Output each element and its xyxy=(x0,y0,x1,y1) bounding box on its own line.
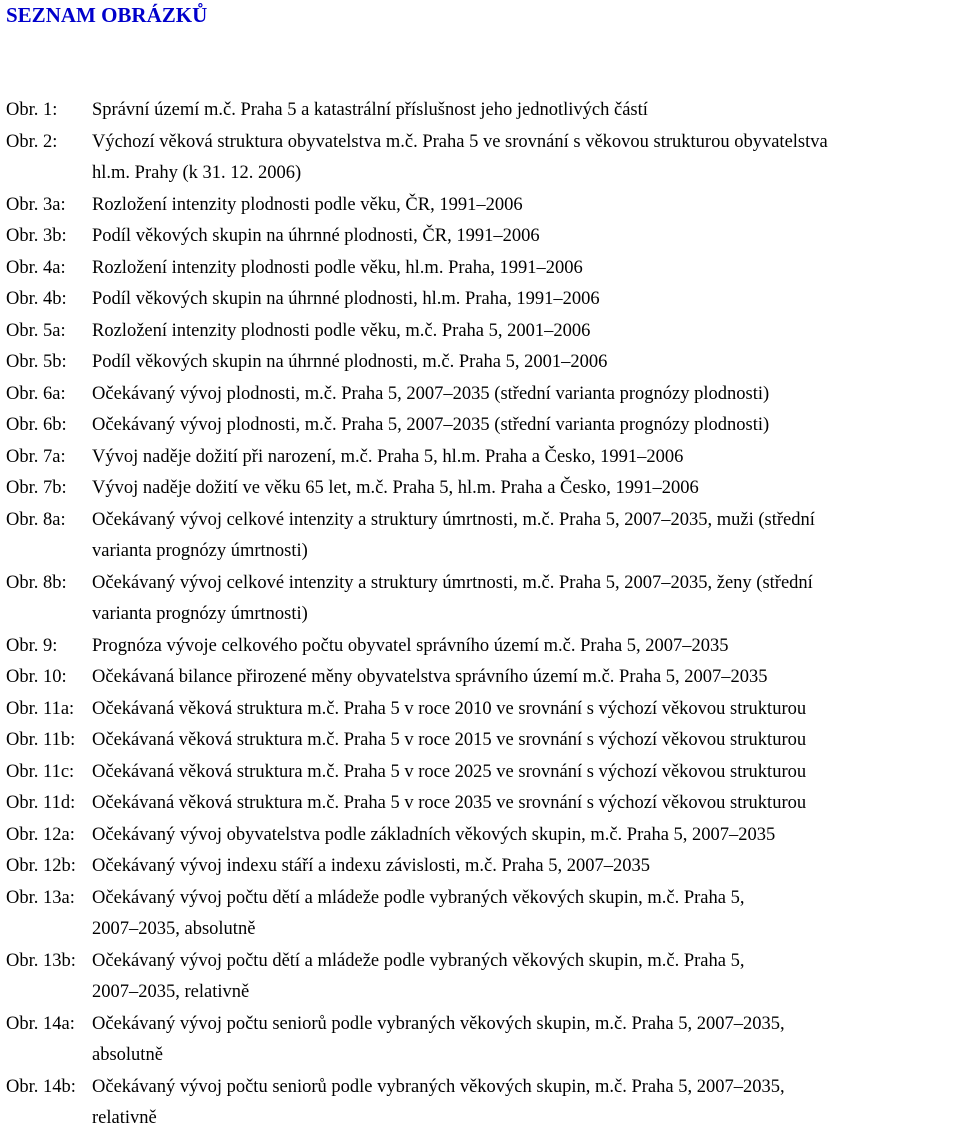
figure-caption-line: varianta prognózy úmrtnosti) xyxy=(92,541,308,561)
figure-entry xyxy=(6,505,956,568)
figure-number: Obr. 3a: xyxy=(6,194,66,215)
figure-entry xyxy=(6,95,956,127)
figure-number: Obr. 11b: xyxy=(6,730,76,750)
figure-caption-line: Očekávaný vývoj počtu dětí a mládeže podle vybraných věkových skupin, m.č. Praha 5, xyxy=(92,887,745,908)
figure-entry xyxy=(6,316,956,348)
figure-number: Obr. 12a: xyxy=(6,824,75,845)
figure-entry xyxy=(6,253,956,285)
figure-entry xyxy=(6,820,956,852)
figure-caption-line: relativně xyxy=(92,1108,157,1128)
figure-number: Obr. 11a: xyxy=(6,698,75,719)
figure-caption-line: Očekávaný vývoj plodnosti, m.č. Praha 5, 2007–2035 (střední varianta prognózy plodnosti) xyxy=(92,383,770,404)
figure-entry xyxy=(6,410,956,442)
figure-entry xyxy=(6,347,956,379)
figure-caption-line: Rozložení intenzity plodnosti podle věku, hl.m. Praha, 1991–2006 xyxy=(92,257,583,278)
figure-entry xyxy=(6,127,956,190)
figure-caption-line: 2007–2035, absolutně xyxy=(92,919,256,939)
figure-number: Obr. 13b: xyxy=(6,950,76,971)
figure-number: Obr. 2: xyxy=(6,131,58,152)
figure-caption-line: Očekávaný vývoj obyvatelstva podle základních věkových skupin, m.č. Praha 5, 2007–2035 xyxy=(92,824,776,845)
figure-caption-line: Očekávaný vývoj počtu dětí a mládeže podle vybraných věkových skupin, m.č. Praha 5, xyxy=(92,950,745,971)
figure-entry xyxy=(6,631,956,663)
figure-caption-line: absolutně xyxy=(92,1045,163,1065)
figure-entry xyxy=(6,662,956,694)
figure-caption-line: Rozložení intenzity plodnosti podle věku, m.č. Praha 5, 2001–2006 xyxy=(92,320,591,341)
figure-entry xyxy=(6,473,956,505)
figure-number: Obr. 13a: xyxy=(6,887,75,908)
figure-number: Obr. 10: xyxy=(6,667,67,687)
figure-number: Obr. 9: xyxy=(6,635,58,656)
figure-caption-line: Podíl věkových skupin na úhrnné plodnosti, hl.m. Praha, 1991–2006 xyxy=(92,289,600,309)
figure-number: Obr. 3b: xyxy=(6,226,67,246)
figure-caption-line: Očekávaná bilance přirozené měny obyvatelstva správního území m.č. Praha 5, 2007–2035 xyxy=(92,667,768,687)
figure-entry xyxy=(6,1072,956,1135)
figure-caption-line: Vývoj naděje dožití ve věku 65 let, m.č. Praha 5, hl.m. Praha a Česko, 1991–2006 xyxy=(92,478,699,498)
figure-caption-line: hl.m. Prahy (k 31. 12. 2006) xyxy=(92,163,302,183)
figure-caption-line: Očekávaná věková struktura m.č. Praha 5 v roce 2015 ve srovnání s výchozí věkovou strukturou xyxy=(92,730,807,750)
figure-caption-line: Očekávaný vývoj celkové intenzity a struktury úmrtnosti, m.č. Praha 5, 2007–2035, ženy (střední xyxy=(92,572,813,593)
figure-number: Obr. 7a: xyxy=(6,446,66,467)
figure-caption-line: Správní území m.č. Praha 5 a katastrální příslušnost jeho jednotlivých částí xyxy=(92,100,648,120)
figure-list xyxy=(6,95,956,1135)
figure-number: Obr. 8a: xyxy=(6,509,66,530)
figure-number: Obr. 14a: xyxy=(6,1013,75,1034)
figure-number: Obr. 11d: xyxy=(6,793,76,813)
figure-caption-line: Očekávaný vývoj celkové intenzity a struktury úmrtnosti, m.č. Praha 5, 2007–2035, muži (střední xyxy=(92,509,815,530)
figure-entry xyxy=(6,725,956,757)
figure-number: Obr. 14b: xyxy=(6,1076,76,1097)
figure-entry xyxy=(6,694,956,726)
figure-entry xyxy=(6,379,956,411)
figure-caption-line: Očekávaný vývoj plodnosti, m.č. Praha 5, 2007–2035 (střední varianta prognózy plodnosti) xyxy=(92,415,770,435)
figure-number: Obr. 11c: xyxy=(6,761,75,782)
figure-caption-line: Očekávaná věková struktura m.č. Praha 5 v roce 2035 ve srovnání s výchozí věkovou strukturou xyxy=(92,793,807,813)
figure-entry xyxy=(6,1009,956,1072)
figure-caption-line: Prognóza vývoje celkového počtu obyvatel správního území m.č. Praha 5, 2007–2035 xyxy=(92,635,729,656)
figure-entry xyxy=(6,442,956,474)
section-heading: SEZNAM OBRÁZKŮ xyxy=(6,3,208,27)
figure-number: Obr. 7b: xyxy=(6,478,67,498)
figure-number: Obr. 8b: xyxy=(6,572,67,593)
figure-entry xyxy=(6,757,956,789)
figure-caption-line: Vývoj naděje dožití při narození, m.č. Praha 5, hl.m. Praha a Česko, 1991–2006 xyxy=(92,446,684,467)
figure-entry xyxy=(6,883,956,946)
figure-entry xyxy=(6,221,956,253)
figure-number: Obr. 6b: xyxy=(6,415,67,435)
figure-entry xyxy=(6,284,956,316)
figure-caption-line: Očekávaný vývoj počtu seniorů podle vybraných věkových skupin, m.č. Praha 5, 2007–2035, xyxy=(92,1013,785,1034)
figure-entry xyxy=(6,788,956,820)
figure-number: Obr. 6a: xyxy=(6,383,66,404)
figure-number: Obr. 4a: xyxy=(6,257,66,278)
figure-caption-line: Očekávaná věková struktura m.č. Praha 5 v roce 2025 ve srovnání s výchozí věkovou strukturou xyxy=(92,761,807,782)
figure-caption-line: varianta prognózy úmrtnosti) xyxy=(92,604,308,624)
figure-caption-line: Podíl věkových skupin na úhrnné plodnosti, m.č. Praha 5, 2001–2006 xyxy=(92,352,608,372)
figure-caption-line: Výchozí věková struktura obyvatelstva m.č. Praha 5 ve srovnání s věkovou strukturou obyvatelstva xyxy=(92,131,828,152)
figure-number: Obr. 12b: xyxy=(6,856,76,876)
figure-caption-line: Očekávaná věková struktura m.č. Praha 5 v roce 2010 ve srovnání s výchozí věkovou strukturou xyxy=(92,698,807,719)
figure-entry xyxy=(6,946,956,1009)
figure-caption-line: Podíl věkových skupin na úhrnné plodnosti, ČR, 1991–2006 xyxy=(92,226,540,246)
figure-caption-line: Rozložení intenzity plodnosti podle věku, ČR, 1991–2006 xyxy=(92,194,523,215)
figure-caption-line: Očekávaný vývoj počtu seniorů podle vybraných věkových skupin, m.č. Praha 5, 2007–2035, xyxy=(92,1076,785,1097)
figure-number: Obr. 5a: xyxy=(6,320,66,341)
figure-entry xyxy=(6,190,956,222)
figure-number: Obr. 4b: xyxy=(6,289,67,309)
figure-number: Obr. 1: xyxy=(6,100,58,120)
figure-entry xyxy=(6,568,956,631)
figure-number: Obr. 5b: xyxy=(6,352,67,372)
figure-entry xyxy=(6,851,956,883)
figure-caption-line: 2007–2035, relativně xyxy=(92,982,250,1002)
figure-caption-line: Očekávaný vývoj indexu stáří a indexu závislosti, m.č. Praha 5, 2007–2035 xyxy=(92,856,650,876)
